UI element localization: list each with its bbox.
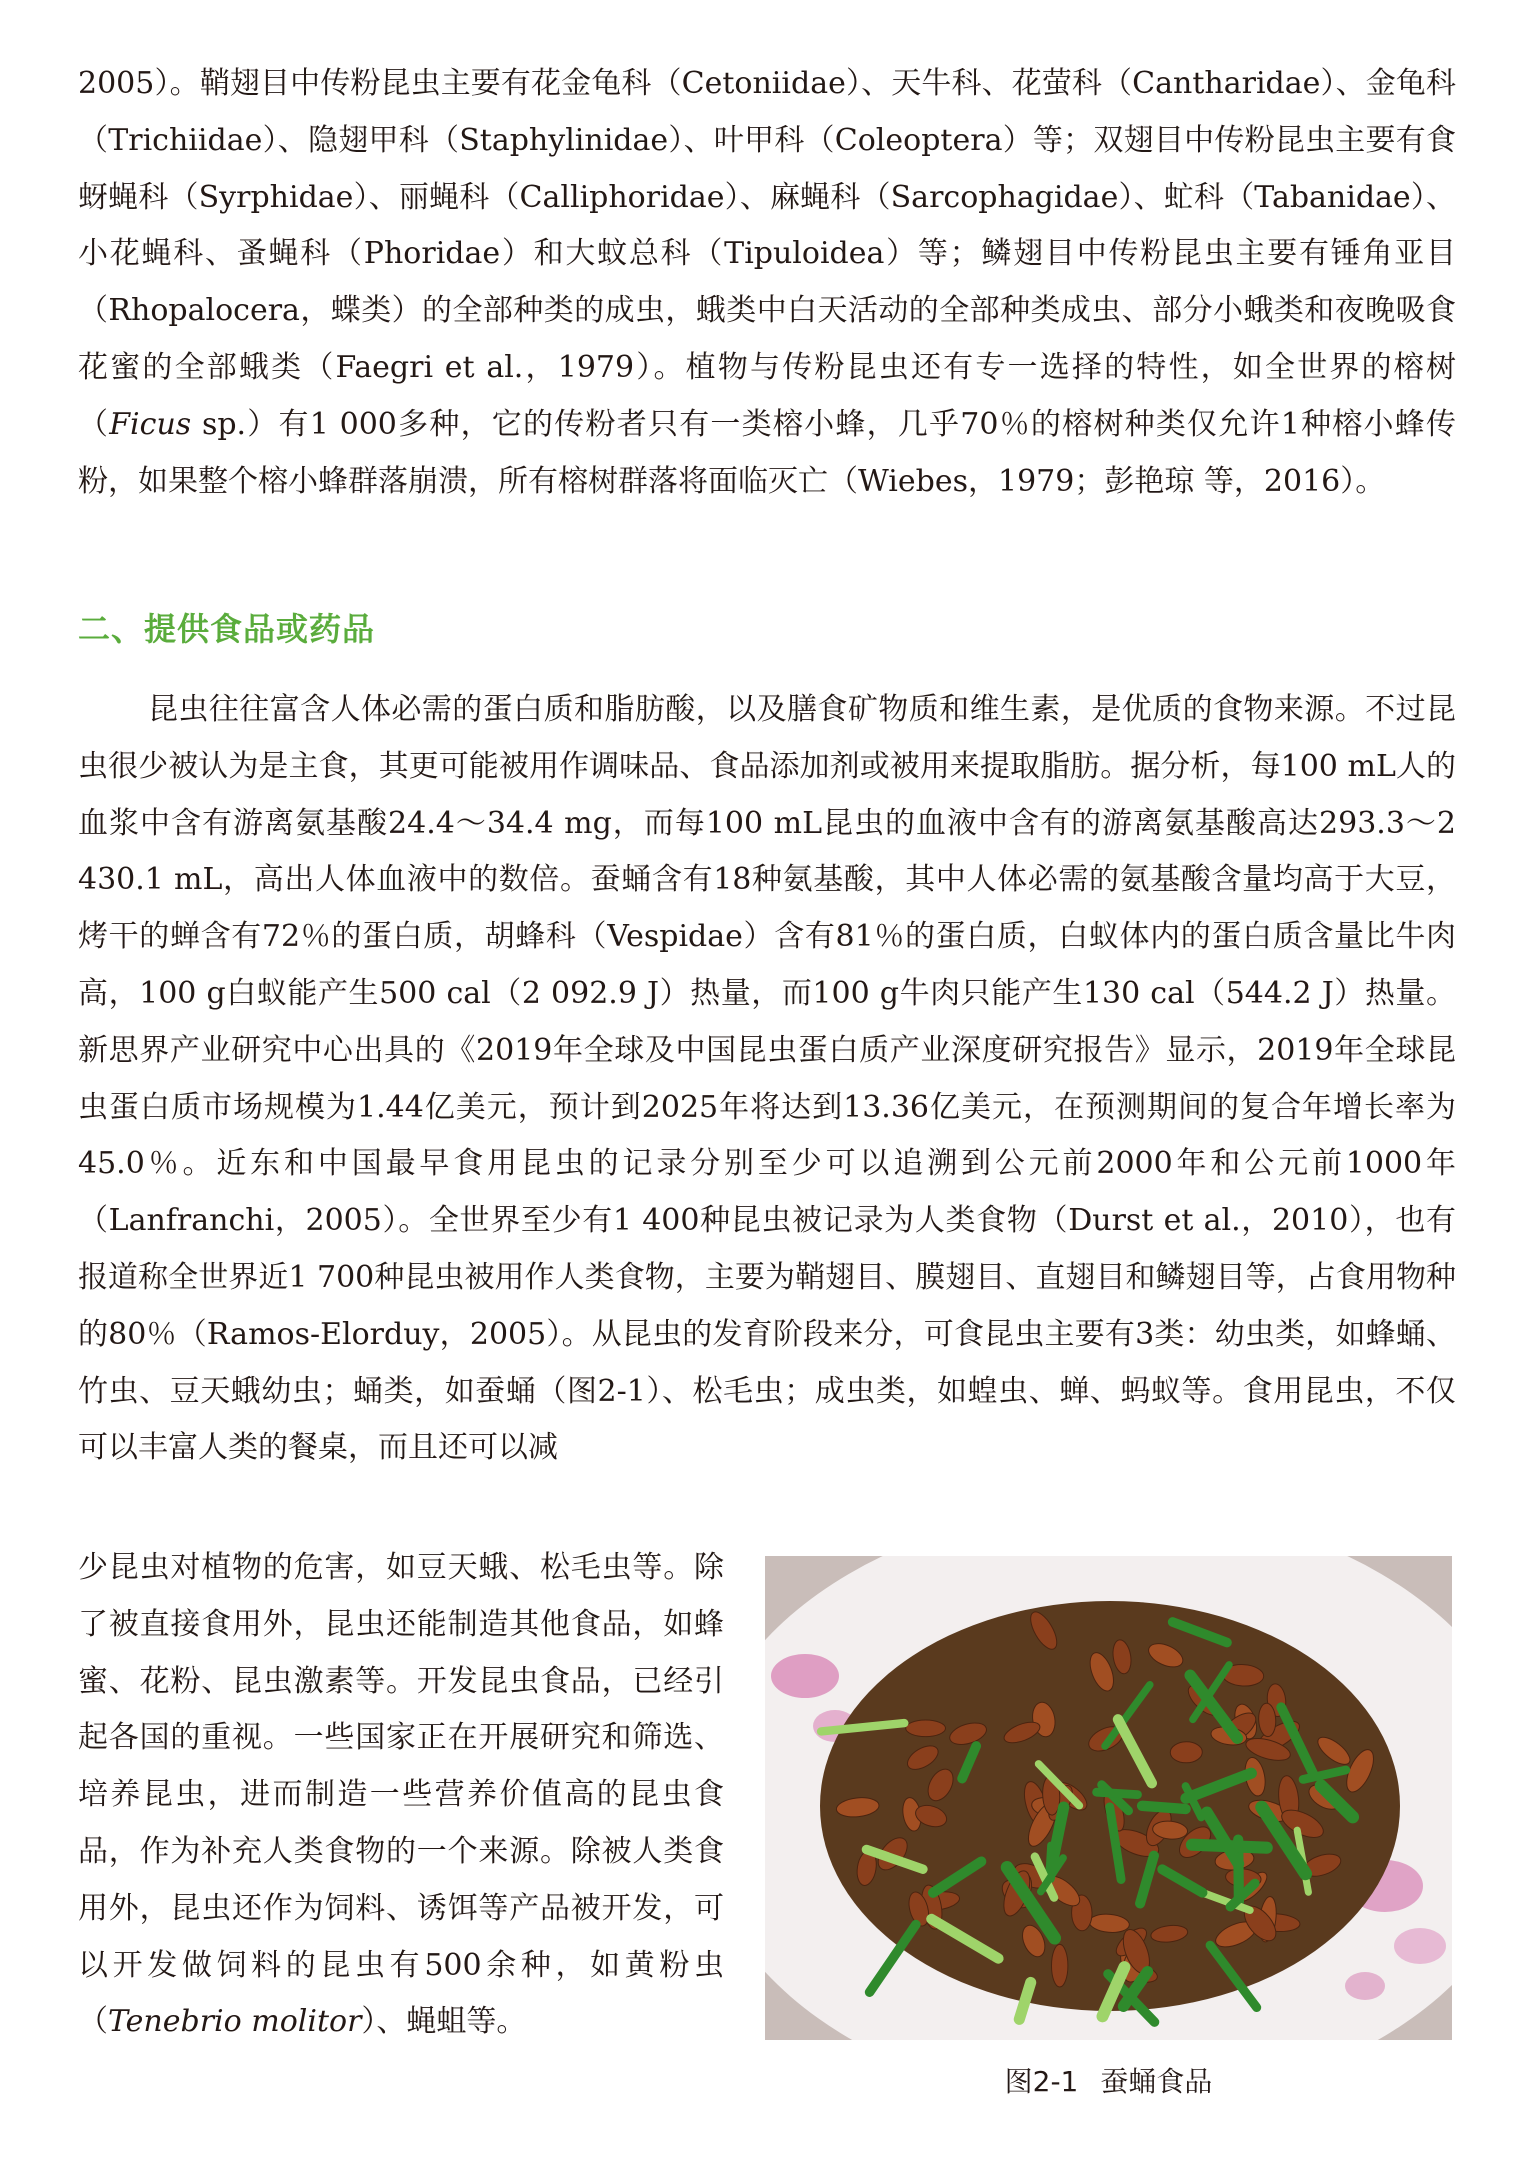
para1-text-a: 2005）。鞘翅目中传粉昆虫主要有花金龟科（Cetoniidae）、天牛科、花萤科（Cantharidae）、金龟科（Trichiidae）、隐翅甲科（Staphylinidae）、叶甲科（Coleoptera）等；双翅目中传粉昆虫主要有食蚜蝇科（Syrphidae）、丽蝇科（Calliphoridae）、麻蝇科（Sarcophagidae）、虻科（Tabanidae）、小花蝇科、蚤蝇科（Phoridae）和大蚊总科（Tipuloidea）等；鳞翅目中传粉昆虫主要有锤角亚目（Rhopalocera，蝶类）的全部种类的成虫，蛾类中白天活动的全部种类成虫、部分小蛾类和夜晚吸食花蜜的全部蛾类（Faegri et al.，1979）。植物与传粉昆虫还有专一选择的特性，如全世界的榕树（: [78, 66, 1456, 442]
figure-silkworm-pupa-dish: [765, 1556, 1452, 2040]
dish-photo-illustration: [765, 1556, 1452, 2040]
figure-number: 图2-1: [1004, 2065, 1079, 2098]
para1-text-b: sp.）有1 000多种，它的传粉者只有一类榕小蜂，几乎70％的榕树种类仅允许1种榕小蜂传粉，如果整个榕小蜂群落崩溃，所有榕树群落将面临灭亡（Wiebes，1979；彭艳琼 等，2016）。: [78, 406, 1456, 499]
species-name-ficus: Ficus: [109, 406, 192, 442]
para3-text-b: ）、蝇蛆等。: [361, 2004, 527, 2040]
para3-text-a: 少昆虫对植物的危害，如豆天蛾、松毛虫等。除了被直接食用外，昆虫还能制造其他食品，如蜂蜜、花粉、昆虫激素等。开发昆虫食品，已经引起各国的重视。一些国家正在开展研究和筛选、培养昆虫，进而制造一些营养价值高的昆虫食品，作为补充人类食物的一个来源。除被人类食用外，昆虫还作为饲料、诱饵等产品被开发，可以开发做饲料的昆虫有500余种，如黄粉虫（: [78, 1550, 724, 2040]
paragraph-pollinators: [78, 56, 1456, 510]
plate-flower-pattern: [771, 1654, 839, 1698]
figure-caption: [765, 2060, 1452, 2100]
figure-caption-text: 蚕蛹食品: [1100, 2065, 1213, 2098]
section-heading: 二、提供食品或药品: [78, 610, 376, 648]
paragraph-insect-food-continued: [78, 1540, 724, 2051]
species-name-tenebrio: Tenebrio molitor: [108, 2004, 362, 2040]
paragraph-insect-food: 昆虫往往富含人体必需的蛋白质和脂肪酸，以及膳食矿物质和维生素，是优质的食物来源。不过昆虫很少被认为是主食，其更可能被用作调味品、食品添加剂或被用来提取脂肪。据分析，每100 mL人的血浆中含有游离氨基酸24.4～34.4 mg，而每100 mL昆虫的血液中含有的游离氨基酸高达293.3～2 430.1 mL，高出人体血液中的数倍。蚕蛹含有18种氨基酸，其中人体必需的氨基酸含量均高于大豆，烤干的蝉含有72％的蛋白质，胡蜂科（Vespidae）含有81％的蛋白质，白蚁体内的蛋白质含量比牛肉高，100 g白蚁能产生500 cal（2 092.9 J）热量，而100 g牛肉只能产生130 cal（544.2 J）热量。新思界产业研究中心出具的《2019年全球及中国昆虫蛋白质产业深度研究报告》显示，2019年全球昆虫蛋白质市场规模为1.44亿美元，预计到2025年将达到13.36亿美元，在预测期间的复合年增长率为45.0％。近东和中国最早食用昆虫的记录分别至少可以追溯到公元前2000年和公元前1000年（Lanfranchi，2005）。全世界至少有1 400种昆虫被记录为人类食物（Durst et al.，2010），也有报道称全世界近1 700种昆虫被用作人类食物，主要为鞘翅目、膜翅目、直翅目和鳞翅目等，占食用物种的80％（Ramos-Elorduy，2005）。从昆虫的发育阶段来分，可食昆虫主要有3类：幼虫类，如蜂蛹、竹虫、豆天蛾幼虫；蛹类，如蚕蛹（图2-1）、松毛虫；成虫类，如蝗虫、蝉、蚂蚁等。食用昆虫，不仅可以丰富人类的餐桌，而且还可以减: [78, 692, 1456, 1466]
